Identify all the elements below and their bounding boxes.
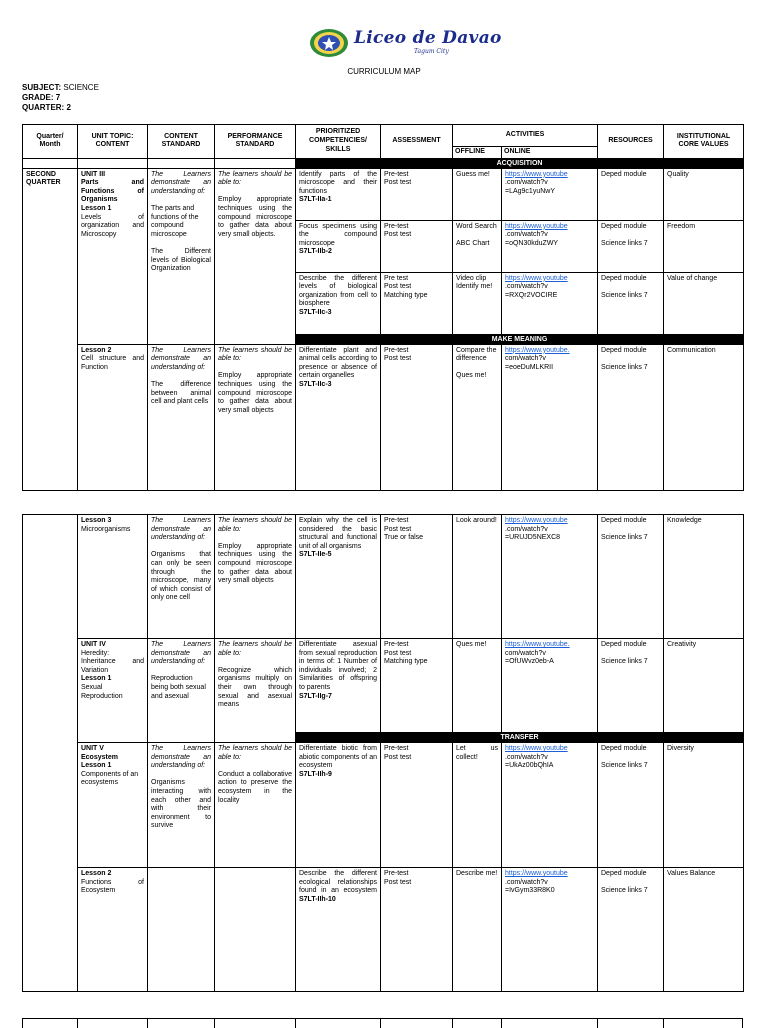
resources-cell bbox=[598, 168, 664, 220]
video-link-part: =URUJD5NEXC8 bbox=[505, 534, 561, 542]
core-value-cell: Value of change bbox=[664, 272, 744, 334]
video-link-part: =LAg9c1yuNwY bbox=[505, 187, 556, 195]
video-link-part: =UkAz00bQhIA bbox=[505, 762, 554, 770]
content-standard-cell bbox=[148, 344, 215, 490]
competency-code: S7LT-IIb-2 bbox=[299, 248, 332, 256]
competency-text: Describe the different ecological relationships found in an ecosystem bbox=[299, 870, 377, 895]
unit5-lesson1-cell bbox=[78, 743, 148, 868]
content-standard-cell bbox=[148, 639, 215, 743]
school-seal-icon bbox=[309, 27, 349, 59]
performance-standard-cell bbox=[215, 344, 296, 490]
assessment-cell bbox=[381, 220, 453, 272]
performance-standard-text: Employ appropriate techniques using the compound microscope to gather data about very small objects bbox=[218, 372, 292, 414]
standard-intro: The learners should be able to: bbox=[218, 641, 292, 657]
resource-item: Deped module bbox=[601, 641, 647, 648]
offline-activity: Look around! bbox=[456, 517, 497, 524]
assessment-cell bbox=[381, 168, 453, 220]
document-meta bbox=[22, 83, 99, 113]
th-assessment: ASSESSMENT bbox=[381, 125, 453, 159]
th-performance-standard: PERFORMANCE STANDARD bbox=[215, 125, 296, 159]
performance-standard-cell bbox=[215, 515, 296, 639]
document-title: CURRICULUM MAP bbox=[347, 67, 421, 76]
content-standard-text: Organisms that can only be seen through the microscope, many of which consist of only one cell bbox=[151, 551, 211, 602]
unit-title: UNIT V bbox=[81, 745, 104, 752]
video-link-part: =oQN30kduZWY bbox=[505, 239, 559, 247]
assessment-item: Pre-test bbox=[384, 745, 409, 752]
competency-text: Focus specimens using the compound microscope bbox=[299, 222, 377, 247]
online-link-cell[interactable] bbox=[502, 220, 598, 272]
school-header bbox=[0, 24, 768, 66]
content-standard-text: Reproduction being both sexual and asexual bbox=[151, 675, 206, 700]
resources-cell bbox=[598, 220, 664, 272]
assessment-item: Pre-test bbox=[384, 870, 409, 877]
assessment-cell bbox=[381, 639, 453, 733]
competency-text: Describe the different levels of biological organization from cell to biosphere bbox=[299, 274, 377, 308]
resource-item: Science links 7 bbox=[601, 291, 648, 299]
video-link-part: .com/watch?v bbox=[505, 231, 548, 239]
offline-activity-cell bbox=[453, 344, 502, 490]
resource-item: Deped module bbox=[601, 170, 647, 178]
offline-activity: Let us collect! bbox=[456, 745, 498, 761]
standard-intro: The learners should be able to: bbox=[218, 517, 292, 533]
core-value-cell: Creativity bbox=[664, 639, 744, 733]
competency-cell bbox=[296, 168, 381, 220]
unit5-lesson2-cell bbox=[78, 868, 148, 992]
curriculum-table-1 bbox=[22, 124, 744, 491]
assessment-item: Pre-test bbox=[384, 346, 409, 354]
quarter-value: 2 bbox=[66, 103, 71, 112]
performance-standard-cell bbox=[215, 168, 296, 344]
unit-name: Ecosystem bbox=[81, 753, 118, 761]
phase-transfer: TRANSFER bbox=[296, 733, 744, 743]
offline-activity-cell bbox=[453, 515, 502, 639]
resource-item: Deped module bbox=[601, 517, 647, 524]
competency-cell bbox=[296, 272, 381, 334]
th-unit: UNIT TOPIC: CONTENT bbox=[78, 125, 148, 159]
assessment-item: Post test bbox=[384, 525, 412, 533]
phase-make-meaning: MAKE MEANING bbox=[296, 334, 744, 344]
th-quarter: Quarter/ Month bbox=[23, 125, 78, 159]
competency-text: Differentiate biotic from abiotic components of an ecosystem bbox=[299, 745, 377, 770]
video-link-part: .com/watch?v bbox=[505, 179, 548, 187]
lesson-title: Lesson 1 bbox=[81, 675, 112, 683]
content-standard-text: The difference between animal cell and plant cells bbox=[151, 380, 211, 406]
assessment-cell bbox=[381, 272, 453, 334]
next-page-table-stub bbox=[22, 1018, 743, 1028]
resource-item: Science links 7 bbox=[601, 658, 648, 666]
standard-intro: The learners should be able to: bbox=[218, 170, 292, 187]
offline-activity: Video clip bbox=[456, 274, 487, 282]
video-link[interactable]: https://www.youtube bbox=[505, 517, 568, 524]
quarter-cell: SECOND QUARTER bbox=[23, 168, 78, 344]
resources-cell bbox=[598, 344, 664, 490]
th-core-values: INSTITUTIONAL CORE VALUES bbox=[664, 125, 744, 159]
assessment-item: Post test bbox=[384, 179, 412, 187]
offline-activity-cell bbox=[453, 272, 502, 334]
performance-standard-cell bbox=[215, 743, 296, 868]
performance-standard-text: Recognize which organisms multiply on their own through sexual and asexual means bbox=[218, 666, 292, 709]
competency-cell bbox=[296, 743, 381, 868]
th-content-standard: CONTENT STANDARD bbox=[148, 125, 215, 159]
lesson-title: Lesson 1 bbox=[81, 204, 112, 212]
assessment-cell bbox=[381, 743, 453, 868]
unit3-lesson1-cell bbox=[78, 168, 148, 344]
video-link[interactable]: https://www.youtube bbox=[505, 745, 568, 752]
video-link-part: com/watch?v bbox=[505, 355, 546, 363]
unit-name: Parts and Functions of Organisms bbox=[81, 179, 144, 204]
curriculum-table-2 bbox=[22, 514, 744, 992]
content-standard-cell bbox=[148, 743, 215, 868]
offline-activity-cell bbox=[453, 639, 502, 733]
assessment-item: Post test bbox=[384, 283, 412, 291]
video-link[interactable]: https://www.youtube bbox=[505, 870, 568, 877]
lesson-title: Lesson 1 bbox=[81, 762, 112, 770]
core-value-cell: Communication bbox=[664, 344, 744, 490]
unit3-lesson2-cell bbox=[78, 344, 148, 490]
content-standard-cell bbox=[148, 168, 215, 344]
content-standard-text: The Different levels of Biological Organization bbox=[151, 247, 211, 273]
assessment-cell bbox=[381, 515, 453, 639]
standard-intro: The learners should be able to: bbox=[218, 346, 292, 363]
core-value-cell: Knowledge bbox=[664, 515, 744, 639]
offline-activity: Word Search bbox=[456, 222, 497, 230]
unit-title: UNIT III bbox=[81, 170, 106, 178]
assessment-item: Pre-test bbox=[384, 170, 409, 178]
video-link[interactable]: https://www.youtube. bbox=[505, 346, 570, 354]
school-city: Tagum City bbox=[414, 48, 449, 55]
assessment-item: Post test bbox=[384, 753, 412, 761]
unit3-lesson3-cell bbox=[78, 515, 148, 639]
video-link-part: =IvGym33R8K0 bbox=[505, 887, 555, 895]
resources-cell bbox=[598, 515, 664, 639]
standard-intro: The Learners demonstrate an understanding of: bbox=[151, 346, 211, 371]
resource-item: Deped module bbox=[601, 745, 647, 752]
content-standard-cell bbox=[148, 515, 215, 639]
offline-activity: Guess me! bbox=[456, 170, 490, 178]
video-link-part: .com/watch?v bbox=[505, 283, 548, 291]
content-standard-text: The parts and functions of the compound microscope bbox=[151, 204, 199, 238]
online-link-cell[interactable] bbox=[502, 743, 598, 868]
video-link-part: =RXQr2VOCIRE bbox=[505, 291, 558, 299]
online-link-cell[interactable] bbox=[502, 515, 598, 639]
resources-cell bbox=[598, 639, 664, 733]
online-link-cell[interactable] bbox=[502, 868, 598, 992]
performance-standard-text: Employ appropriate techniques using the compound microscope to gather data about very small objects bbox=[218, 542, 292, 585]
quarter-label: QUARTER: bbox=[22, 103, 65, 112]
resource-item: Science links 7 bbox=[601, 363, 648, 371]
core-value-cell: Values Balance bbox=[664, 868, 744, 992]
core-value-cell: Freedom bbox=[664, 220, 744, 272]
assessment-item: Post test bbox=[384, 355, 412, 363]
online-link-cell[interactable] bbox=[502, 272, 598, 334]
unit4-lesson1-cell bbox=[78, 639, 148, 743]
assessment-item: Pre-test bbox=[384, 222, 409, 230]
assessment-item: Matching type bbox=[384, 658, 428, 666]
offline-activity-cell bbox=[453, 743, 502, 868]
resource-item: Deped module bbox=[601, 870, 647, 877]
lesson-name: Sexual Reproduction bbox=[81, 683, 123, 700]
assessment-item: Matching type bbox=[384, 291, 428, 299]
school-name: Liceo de Davao bbox=[354, 28, 502, 48]
lesson-title: Lesson 3 bbox=[81, 517, 112, 524]
standard-intro: The Learners demonstrate an understanding of: bbox=[151, 745, 211, 770]
unit-title: UNIT IV bbox=[81, 641, 106, 648]
unit-name: Heredity: Inheritance and Variation bbox=[81, 649, 144, 674]
th-competencies: PRIORITIZED COMPETENCIES/ SKILLS bbox=[296, 125, 381, 159]
competency-cell bbox=[296, 639, 381, 733]
resource-item: Deped module bbox=[601, 346, 647, 354]
th-resources: RESOURCES bbox=[598, 125, 664, 159]
lesson-name: Components of an ecosystems bbox=[81, 770, 139, 787]
core-value-cell: Quality bbox=[664, 168, 744, 220]
video-link[interactable]: https://www.youtube bbox=[505, 170, 568, 178]
video-link-part: com/watch?v bbox=[505, 649, 546, 657]
assessment-cell bbox=[381, 344, 453, 490]
lesson-name: Functions of Ecosystem bbox=[81, 878, 144, 895]
grade-value: 7 bbox=[55, 93, 61, 102]
standard-intro: The Learners demonstrate an understanding of: bbox=[151, 517, 211, 542]
online-link-cell[interactable] bbox=[502, 344, 598, 490]
offline-activity-cell bbox=[453, 168, 502, 220]
lesson-title: Lesson 2 bbox=[81, 870, 112, 877]
performance-standard-text: Employ appropriate techniques using the compound microscope to gather data about very small objects. bbox=[218, 196, 292, 238]
video-link-part: =eoeDuMLKRII bbox=[505, 363, 554, 371]
lesson-name: Cell structure and Function bbox=[81, 355, 144, 371]
competency-cell bbox=[296, 344, 381, 490]
lesson-name: Levels of organization and Microscopy bbox=[81, 213, 144, 238]
competency-text: Explain why the cell is considered the basic structural and functional unit of all organisms bbox=[299, 517, 377, 550]
video-link-part: .com/watch?v bbox=[505, 878, 548, 886]
performance-standard-cell bbox=[215, 639, 296, 743]
performance-standard-text: Conduct a collaborative action to preserve the ecosystem in the locality bbox=[218, 770, 292, 804]
standard-intro: The Learners demonstrate an understanding of: bbox=[151, 170, 211, 195]
resources-cell bbox=[598, 743, 664, 868]
video-link-part: =OfUWvz0eb-A bbox=[505, 658, 554, 666]
assessment-item: Post test bbox=[384, 878, 412, 886]
grade-label: GRADE: bbox=[22, 93, 54, 102]
video-link[interactable]: https://www.youtube bbox=[505, 222, 568, 230]
video-link[interactable]: https://www.youtube. bbox=[505, 641, 570, 648]
th-offline: OFFLINE bbox=[453, 147, 502, 159]
resources-cell bbox=[598, 868, 664, 992]
competency-text: Differentiate asexual from sexual reproduction in terms of: 1 Number of individuals involved; 2 Similarities of offspring to parents bbox=[299, 641, 377, 691]
offline-activity: Describe me! bbox=[456, 870, 498, 877]
video-link-part: .com/watch?v bbox=[505, 525, 548, 533]
resource-item: Deped module bbox=[601, 274, 647, 282]
standard-intro: The Learners demonstrate an understanding of: bbox=[151, 641, 211, 666]
competency-code: S7LT-IIc-3 bbox=[299, 380, 332, 388]
competency-text: Differentiate plant and animal cells according to presence or absence of certain organelles bbox=[299, 346, 377, 380]
assessment-cell bbox=[381, 868, 453, 992]
resource-item: Science links 7 bbox=[601, 239, 648, 247]
resource-item: Deped module bbox=[601, 222, 647, 230]
resources-cell bbox=[598, 272, 664, 334]
competency-code: S7LT-IIa-1 bbox=[299, 196, 332, 204]
standard-intro: The learners should be able to: bbox=[218, 745, 292, 761]
competency-code: S7LT-IIe-5 bbox=[299, 551, 332, 559]
video-link[interactable]: https://www.youtube bbox=[505, 274, 568, 282]
resource-item: Science links 7 bbox=[601, 534, 648, 542]
assessment-item: True or false bbox=[384, 534, 424, 542]
assessment-item: Pre-test bbox=[384, 641, 409, 648]
video-link-part: .com/watch?v bbox=[505, 753, 548, 761]
offline-activity-cell bbox=[453, 868, 502, 992]
th-online: ONLINE bbox=[502, 147, 598, 159]
competency-code: S7LT-IIc-3 bbox=[299, 308, 332, 316]
offline-activity: Compare the difference bbox=[456, 346, 497, 363]
offline-activity: Ques me! bbox=[456, 372, 487, 380]
competency-cell bbox=[296, 220, 381, 272]
assessment-item: Post test bbox=[384, 231, 412, 239]
competency-code: S7LT-IIh-10 bbox=[299, 895, 336, 903]
assessment-item: Pre-test bbox=[384, 517, 409, 524]
content-standard-text: Organisms interacting with each other and with their environment to survive bbox=[151, 779, 211, 830]
online-link-cell[interactable] bbox=[502, 639, 598, 733]
resource-item: Science links 7 bbox=[601, 762, 648, 770]
core-value-cell: Diversity bbox=[664, 743, 744, 868]
offline-activity-cell bbox=[453, 220, 502, 272]
competency-code: S7LT-IIg-7 bbox=[299, 692, 332, 700]
competency-code: S7LT-IIh-9 bbox=[299, 770, 332, 778]
competency-text: Identify parts of the microscope and their functions bbox=[299, 170, 377, 195]
lesson-name: Microorganisms bbox=[81, 525, 131, 533]
online-link-cell[interactable] bbox=[502, 168, 598, 220]
offline-activity: Identify me! bbox=[456, 283, 493, 291]
offline-activity: Ques me! bbox=[456, 641, 487, 648]
competency-cell bbox=[296, 868, 381, 992]
competency-cell bbox=[296, 515, 381, 639]
th-activities: ACTIVITIES bbox=[453, 125, 598, 147]
phase-acquisition: ACQUISITION bbox=[296, 158, 744, 168]
lesson-title: Lesson 2 bbox=[81, 346, 112, 354]
resource-item: Science links 7 bbox=[601, 887, 648, 895]
subject-label: SUBJECT: bbox=[22, 83, 62, 92]
offline-activity: ABC Chart bbox=[456, 239, 490, 247]
assessment-item: Post test bbox=[384, 649, 412, 657]
subject-value: SCIENCE bbox=[63, 83, 99, 92]
assessment-item: Pre test bbox=[384, 274, 409, 282]
